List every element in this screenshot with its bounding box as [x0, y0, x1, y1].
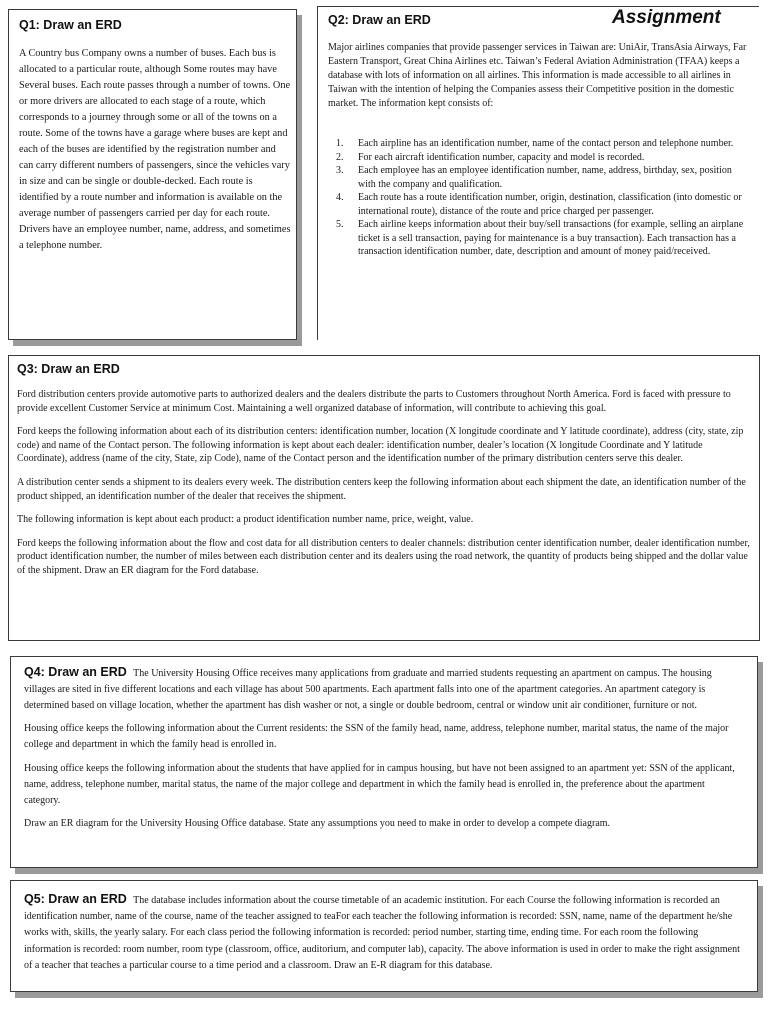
question-4-panel: [10, 656, 758, 868]
paragraph: Ford keeps the following information about the flow and cost data for all distribution centers to dealer channels: distribution center identification number, dealer identification number, product identification number, the number of miles between each distribution center and its dealers using the road network, the quantity of products being shipped and the dollar value of the shipment. Draw an ER diagram for the Ford database.: [17, 537, 750, 576]
list-number: 3.: [336, 165, 344, 176]
question-3-panel: [8, 355, 760, 641]
list-text: Each airline keeps information about their buy/sell transactions (for example, selling an airplane ticket is a sell transaction, paying for maintenance is a buy transaction). Each transaction has a transaction identification number, date, description and amount of money paid/received.: [358, 219, 744, 257]
paragraph: Housing office keeps the following information about the Current residents: the SSN of the family head, name, address, telephone number, marital status, the name of the major college and department in which the family head is enrolled in.: [24, 723, 729, 751]
paragraph: Housing office keeps the following information about the students that have applied for in campus housing, but have not been assigned to an apartment yet: SSN of the applicant, name, address, telephone number, marital status, the name of the major college and department in which the family head is enrolled in, the preference about the apartment category.: [24, 762, 735, 806]
question-2-panel: [317, 6, 759, 340]
question-4-title: Q4: Draw an ERD: [24, 665, 127, 679]
list-number: 5.: [336, 219, 344, 230]
paragraph: Ford keeps the following information about each of its distribution centers: identification number, location (X longitude coordinate and Y latitude coordinate), address (city, state, zip code) and name of the Contact person. The following information is kept about each dealer: identification number, dealer’s location (X longitude Coordinate and Y latitude Coordinate), address (name of the city, State, zip Code), name of the Contact person and the identification number of the primary distribution centers serve this dealer.: [17, 426, 744, 465]
list-item: [328, 151, 746, 165]
list-text: Each route has a route identification number, origin, destination, classification (into domestic or international route), distance of the route and price charged per passenger.: [358, 192, 742, 217]
paragraph: A distribution center sends a shipment to its dealers every week. The distribution centers keep the following information about each shipment the date, an identification number of the product shipped, an identification number of the dealer that receives the shipment.: [17, 476, 746, 502]
question-1-body: A Country bus Company owns a number of buses. Each bus is allocated to a particular route, although Some routes may have Several buses. Each route passes through a number of towns. One or more drivers are allocated to each stage of a route, which corresponds to a journey through some or all of the towns on a route. Some of the towns have a garage where buses are kept and each of the buses are identified by the registration number and can carry different numbers of passengers, since the vehicles vary in size and can be single or double-decked. Each route is identified by a route number and information is available on the average number of passengers carried per day for each route. Drivers have an employee number, name, address, and sometimes a telephone number.: [19, 48, 291, 251]
question-3-body: [17, 388, 752, 588]
question-1-panel: [8, 9, 297, 340]
list-number: 4.: [336, 192, 344, 203]
list-item: [328, 137, 746, 151]
question-4-body: [24, 665, 742, 840]
question-5-text: The database includes information about the course timetable of an academic institution. For each Course the following information is recorded an identification number, name of the course, name of the teacher assigned to teaFor each teacher the following information is recorded: SSN, name, name of the department he/she works with, skills, the yearly salary. For each class period the following information is recorded: period number, starting time, ending time. For each room the following information is recorded: room number, room type (classroom, office, auditorium, and computer lab), capacity. The above information is used in order to make the right assignment of a teacher that teaches a particular course to a time period and a classroom. Draw an E-R diagram for this database.: [24, 895, 740, 971]
list-text: For each aircraft identification number, capacity and model is recorded.: [358, 151, 645, 163]
paragraph: [24, 665, 742, 713]
question-5-panel: [10, 880, 758, 992]
list-text: Each airpline has an identification number, name of the contact person and telephone number.: [358, 138, 734, 149]
paragraph: [24, 891, 744, 974]
assignment-heading: Assignment: [612, 7, 721, 28]
question-2-title: Q2: Draw an ERD: [328, 13, 431, 27]
paragraph: Draw an ER diagram for the University Housing Office database. State any assumptions you need to make in order to develop a compete diagram.: [24, 818, 611, 830]
question-1-title: Q1: Draw an ERD: [19, 18, 122, 32]
list-item: [328, 164, 746, 191]
question-5-body: [24, 891, 744, 974]
question-2-list: [328, 137, 746, 259]
list-item: [328, 191, 746, 218]
question-4-lead: The University Housing Office receives many applications from graduate and married students requesting an apartment on campus. The housing villages are sited in five different locations and each village has about 500 apartments. Each apartment falls into one of the apartment categories. An apartment category is determined based on village location, whether the apartment has dish washer or not, a single or double bedroom, central or window unit air conditioner, furniture or not.: [24, 668, 712, 711]
list-text: Each employee has an employee identification number, name, address, birthday, sex, position with the company and qualification.: [358, 165, 732, 190]
question-3-title: Q3: Draw an ERD: [17, 362, 120, 376]
paragraph: Ford distribution centers provide automotive parts to authorized dealers and the dealers distribute the parts to Customers throughout North America. Ford is faced with pressure to provide excellent Customer Service at minimum Cost. Maintaining a well organized database of information, will contribute to achieving this goal.: [17, 389, 731, 414]
list-item: [328, 218, 746, 259]
list-number: 1.: [336, 138, 344, 149]
question-5-title: Q5: Draw an ERD: [24, 892, 127, 906]
paragraph: The following information is kept about each product: a product identification number name, price, weight, value.: [17, 514, 474, 526]
list-number: 2.: [336, 151, 344, 163]
question-2-intro: Major airlines companies that provide passenger services in Taiwan are: UniAir, TransAsia Airways, Far Eastern Transport, Great China Airlines etc. Taiwan’s Federal Aviation Administration (TFAA) keeps a database with lots of information on all airlines. This information is made accessible to all airlines in Taiwan with the intention of helping the Companies assess their Competitive position in the domestic market. The information kept consists of:: [328, 42, 747, 109]
